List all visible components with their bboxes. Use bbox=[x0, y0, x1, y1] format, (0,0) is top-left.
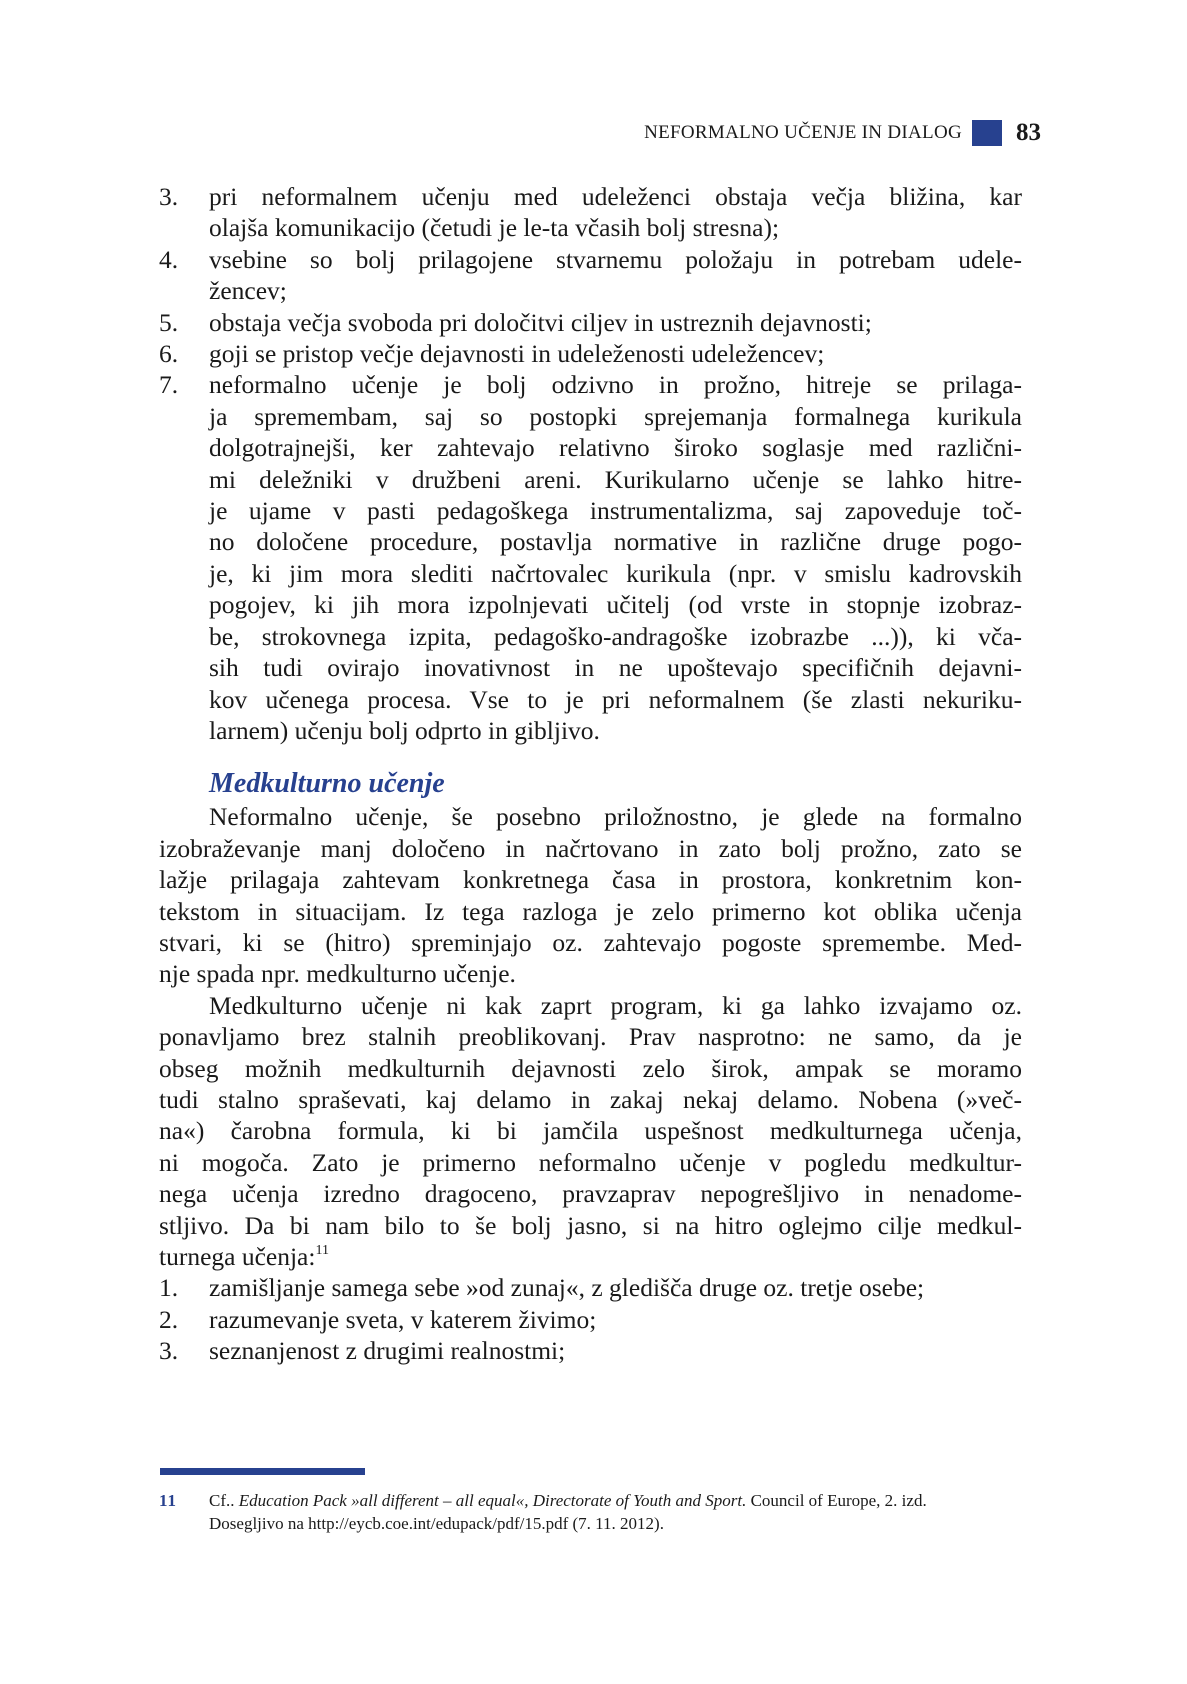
text-line: ja spremembam, saj so postopki sprejemanja formalnega kurikula bbox=[209, 401, 1022, 431]
text-line: larnem) učenju bolj odprto in gibljivo. bbox=[209, 715, 600, 745]
text-line: stvari, ki se (hitro) spreminjajo oz. zahtevajo pogoste spremembe. Med- bbox=[159, 927, 1022, 957]
text-fragment: turnega učenja: bbox=[159, 1242, 316, 1271]
list-text bbox=[209, 181, 1022, 244]
list-text bbox=[209, 369, 1022, 746]
footnote-divider bbox=[160, 1468, 365, 1475]
list-number: 2. bbox=[159, 1304, 179, 1334]
body-text bbox=[159, 181, 1022, 1367]
list-item bbox=[159, 369, 1022, 746]
list-item bbox=[159, 181, 1022, 244]
header-accent-square bbox=[972, 120, 1002, 146]
text-line: Neformalno učenje, še posebno priložnostno, je glede na formalno bbox=[209, 802, 1022, 832]
list-number: 7. bbox=[159, 370, 179, 400]
text-line: stljivo. Da bi nam bilo to še bolj jasno, si na hitro oglejmo cilje medkul- bbox=[159, 1210, 1022, 1240]
text-line: pogojev, ki jih mora izpolnjevati učitelj (od vrste in stopnje izobraz- bbox=[209, 590, 1022, 620]
numbered-list-top bbox=[159, 181, 1022, 746]
list-number: 3. bbox=[159, 1336, 179, 1366]
list-number: 4. bbox=[159, 244, 179, 274]
list-text: seznanjenost z drugimi realnostmi; bbox=[209, 1336, 566, 1366]
text-line: mi deležniki v družbeni areni. Kurikularno učenje se lahko hitre- bbox=[209, 464, 1022, 494]
text-line: be, strokovnega izpita, pedagoško-andragoške izobrazbe ...)), ki vča- bbox=[209, 621, 1022, 651]
text-line: ponavljamo brez stalnih preoblikovanj. Prav nasprotno: ne samo, da je bbox=[159, 1022, 1022, 1052]
list-item bbox=[159, 1304, 1022, 1335]
footnote-reference[interactable]: 11 bbox=[315, 1243, 329, 1258]
paragraph-2 bbox=[159, 990, 1022, 1273]
numbered-list-bottom bbox=[159, 1272, 1022, 1366]
footnote-number: 11 bbox=[159, 1491, 178, 1510]
text-line: olajša komunikacijo (četudi je le-ta včasih bolj stresna); bbox=[209, 213, 780, 243]
footnote-availability-link[interactable]: Dosegljivo na http://eycb.coe.int/edupack/pdf/15.pdf (7. 11. 2012). bbox=[209, 1514, 664, 1533]
text-line: sih tudi ovirajo inovativnost in ne upoštevajo specifičnih dejavni- bbox=[209, 653, 1022, 683]
list-item bbox=[159, 244, 1022, 307]
list-text: razumevanje sveta, v katerem živimo; bbox=[209, 1304, 597, 1334]
text-line: no določene procedure, postavlja normative in različne druge pogo- bbox=[209, 527, 1022, 557]
text-line: neformalno učenje je bolj odzivno in prožno, hitreje se prilaga- bbox=[209, 370, 1022, 400]
text-line: obstaja večja svoboda pri določitvi ciljev in ustreznih dejavnosti; bbox=[209, 307, 872, 337]
list-text: zamišljanje samega sebe »od zunaj«, z gledišča druge oz. tretje osebe; bbox=[209, 1273, 925, 1303]
list-text bbox=[209, 338, 1022, 369]
text-line: Medkulturno učenje ni kak zaprt program, ki ga lahko izvajamo oz. bbox=[209, 990, 1022, 1020]
footnote bbox=[159, 1489, 1029, 1535]
text-line: dolgotrajnejši, ker zahtevajo relativno široko soglasje med različni- bbox=[209, 433, 1022, 463]
text-line: izobraževanje manj določeno in načrtovano in zato bolj prožno, zato se bbox=[159, 833, 1022, 863]
text-line: tekstom in situacijam. Iz tega razloga je zelo primerno kot oblika učenja bbox=[159, 896, 1022, 926]
footnote-text bbox=[209, 1489, 1029, 1535]
text-line: je ujame v pasti pedagoškega instrumentalizma, saj zapoveduje toč- bbox=[209, 496, 1022, 526]
footnote-source-title: Education Pack »all different – all equal«, Directorate of Youth and Sport. bbox=[238, 1491, 747, 1510]
text-line: tudi stalno spraševati, kaj delamo in zakaj nekaj delamo. Nobena (»več- bbox=[159, 1084, 1022, 1114]
text-line: vsebine so bolj prilagojene stvarnemu položaju in potrebam udele- bbox=[209, 244, 1022, 274]
list-number: 5. bbox=[159, 307, 179, 337]
list-text bbox=[209, 244, 1022, 307]
list-number: 1. bbox=[159, 1273, 179, 1303]
list-number: 6. bbox=[159, 339, 179, 369]
paragraph-1 bbox=[159, 801, 1022, 989]
list-item bbox=[159, 1272, 1022, 1303]
text-line: lažje prilagaja zahtevam konkretnega časa in prostora, konkretnim kon- bbox=[159, 865, 1022, 895]
text-line: nega učenja izredno dragoceno, pravzaprav nepogrešljivo in nenadome- bbox=[159, 1179, 1022, 1209]
list-item bbox=[159, 338, 1022, 369]
text-line: pri neformalnem učenju med udeleženci obstaja večja bližina, kar bbox=[209, 182, 1022, 211]
text-line: obseg možnih medkulturnih dejavnosti zelo širok, ampak se moramo bbox=[159, 1053, 1022, 1083]
list-item bbox=[159, 307, 1022, 338]
text-line: nje spada npr. medkulturno učenje. bbox=[159, 959, 516, 989]
text-line: na«) čarobna formula, ki bi jamčila uspešnost medkulturnega učenja, bbox=[159, 1116, 1022, 1146]
footnote-prefix: Cf.. bbox=[209, 1491, 235, 1510]
text-line: je, ki jim mora slediti načrtovalec kurikula (npr. v smislu kadrovskih bbox=[209, 558, 1022, 588]
section-heading: Medkulturno učenje bbox=[209, 768, 445, 800]
page-number: 83 bbox=[1016, 119, 1041, 146]
list-item bbox=[159, 1335, 1022, 1366]
running-title: NEFORMALNO UČENJE IN DIALOG bbox=[644, 122, 962, 143]
text-line: kov učenega procesa. Vse to je pri neformalnem (še zlasti nekuriku- bbox=[209, 684, 1022, 714]
footnote-publisher: Council of Europe, 2. izd. bbox=[746, 1491, 927, 1510]
text-line: ni mogoča. Zato je primerno neformalno učenje v pogledu medkultur- bbox=[159, 1147, 1022, 1177]
text-line: žencev; bbox=[209, 276, 287, 306]
running-header bbox=[644, 118, 1041, 148]
list-number: 3. bbox=[159, 182, 179, 211]
list-text bbox=[209, 307, 1022, 338]
text-line: goji se pristop večje dejavnosti in udeleženosti udeležencev; bbox=[209, 339, 825, 369]
text-line bbox=[159, 1241, 1022, 1272]
